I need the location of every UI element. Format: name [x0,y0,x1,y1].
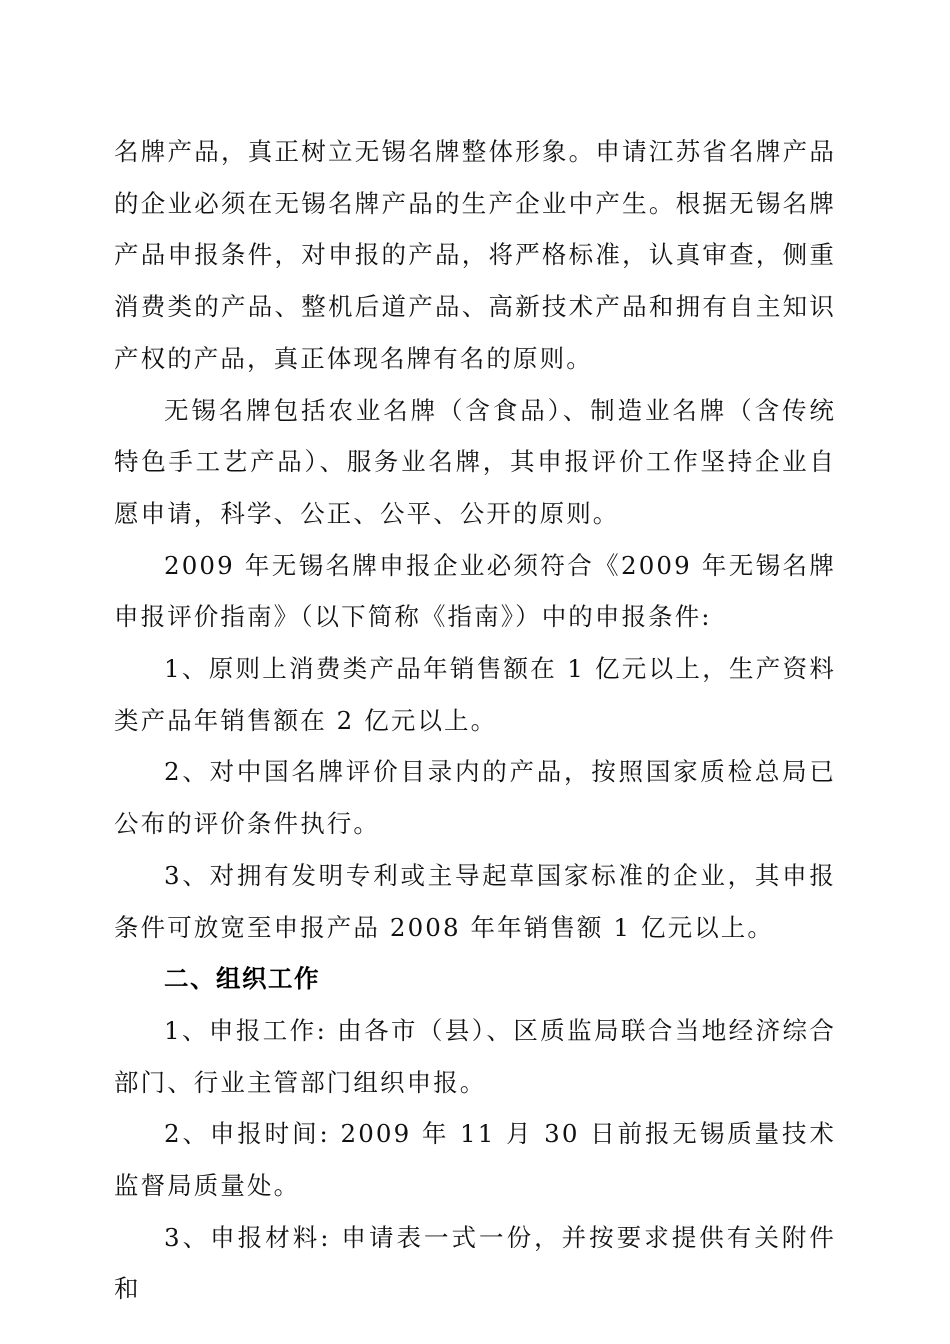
section-heading-organization: 二、组织工作 [164,964,320,994]
paragraph-guideline-conditions: 2009 年无锡名牌申报企业必须符合《2009 年无锡名牌申报评价指南》（以下简称《指南》）中的申报条件: [114,550,836,632]
paragraph-brand-categories: 无锡名牌包括农业名牌（含食品）、制造业名牌（含传统特色手工艺产品）、服务业名牌，其申报评价工作坚持企业自愿申请，科学、公正、公平、公开的原则。 [114,395,836,528]
condition-item-1: 1、原则上消费类产品年销售额在 1 亿元以上，生产资料类产品年销售额在 2 亿元以上。 [114,654,836,735]
organization-item-2: 2、申报时间: 2009 年 11 月 30 日前报无锡质量技术监督局质量处。 [114,1119,836,1201]
document-body [114,126,836,1315]
condition-item-3: 3、对拥有发明专利或主导起草国家标准的企业，其申报条件可放宽至申报产品 2008 年年销售额 1 亿元以上。 [114,860,836,942]
organization-item-1: 1、申报工作: 由各市（县）、区质监局联合当地经济综合部门、行业主管部门组织申报。 [114,1015,836,1097]
paragraph-brand-image: 名牌产品，真正树立无锡名牌整体形象。申请江苏省名牌产品的企业必须在无锡名牌产品的生产企业中产生。根据无锡名牌产品申报条件，对申报的产品，将严格标准，认真审查，侧重消费类的产品、整机后道产品、高新技术产品和拥有自主知识产权的产品，真正体现名牌有名的原则。 [114,137,836,373]
condition-item-2: 2、对中国名牌评价目录内的产品，按照国家质检总局已公布的评价条件执行。 [114,757,836,839]
organization-item-3: 3、申报材料: 申请表一式一份，并按要求提供有关附件和 [114,1222,836,1304]
